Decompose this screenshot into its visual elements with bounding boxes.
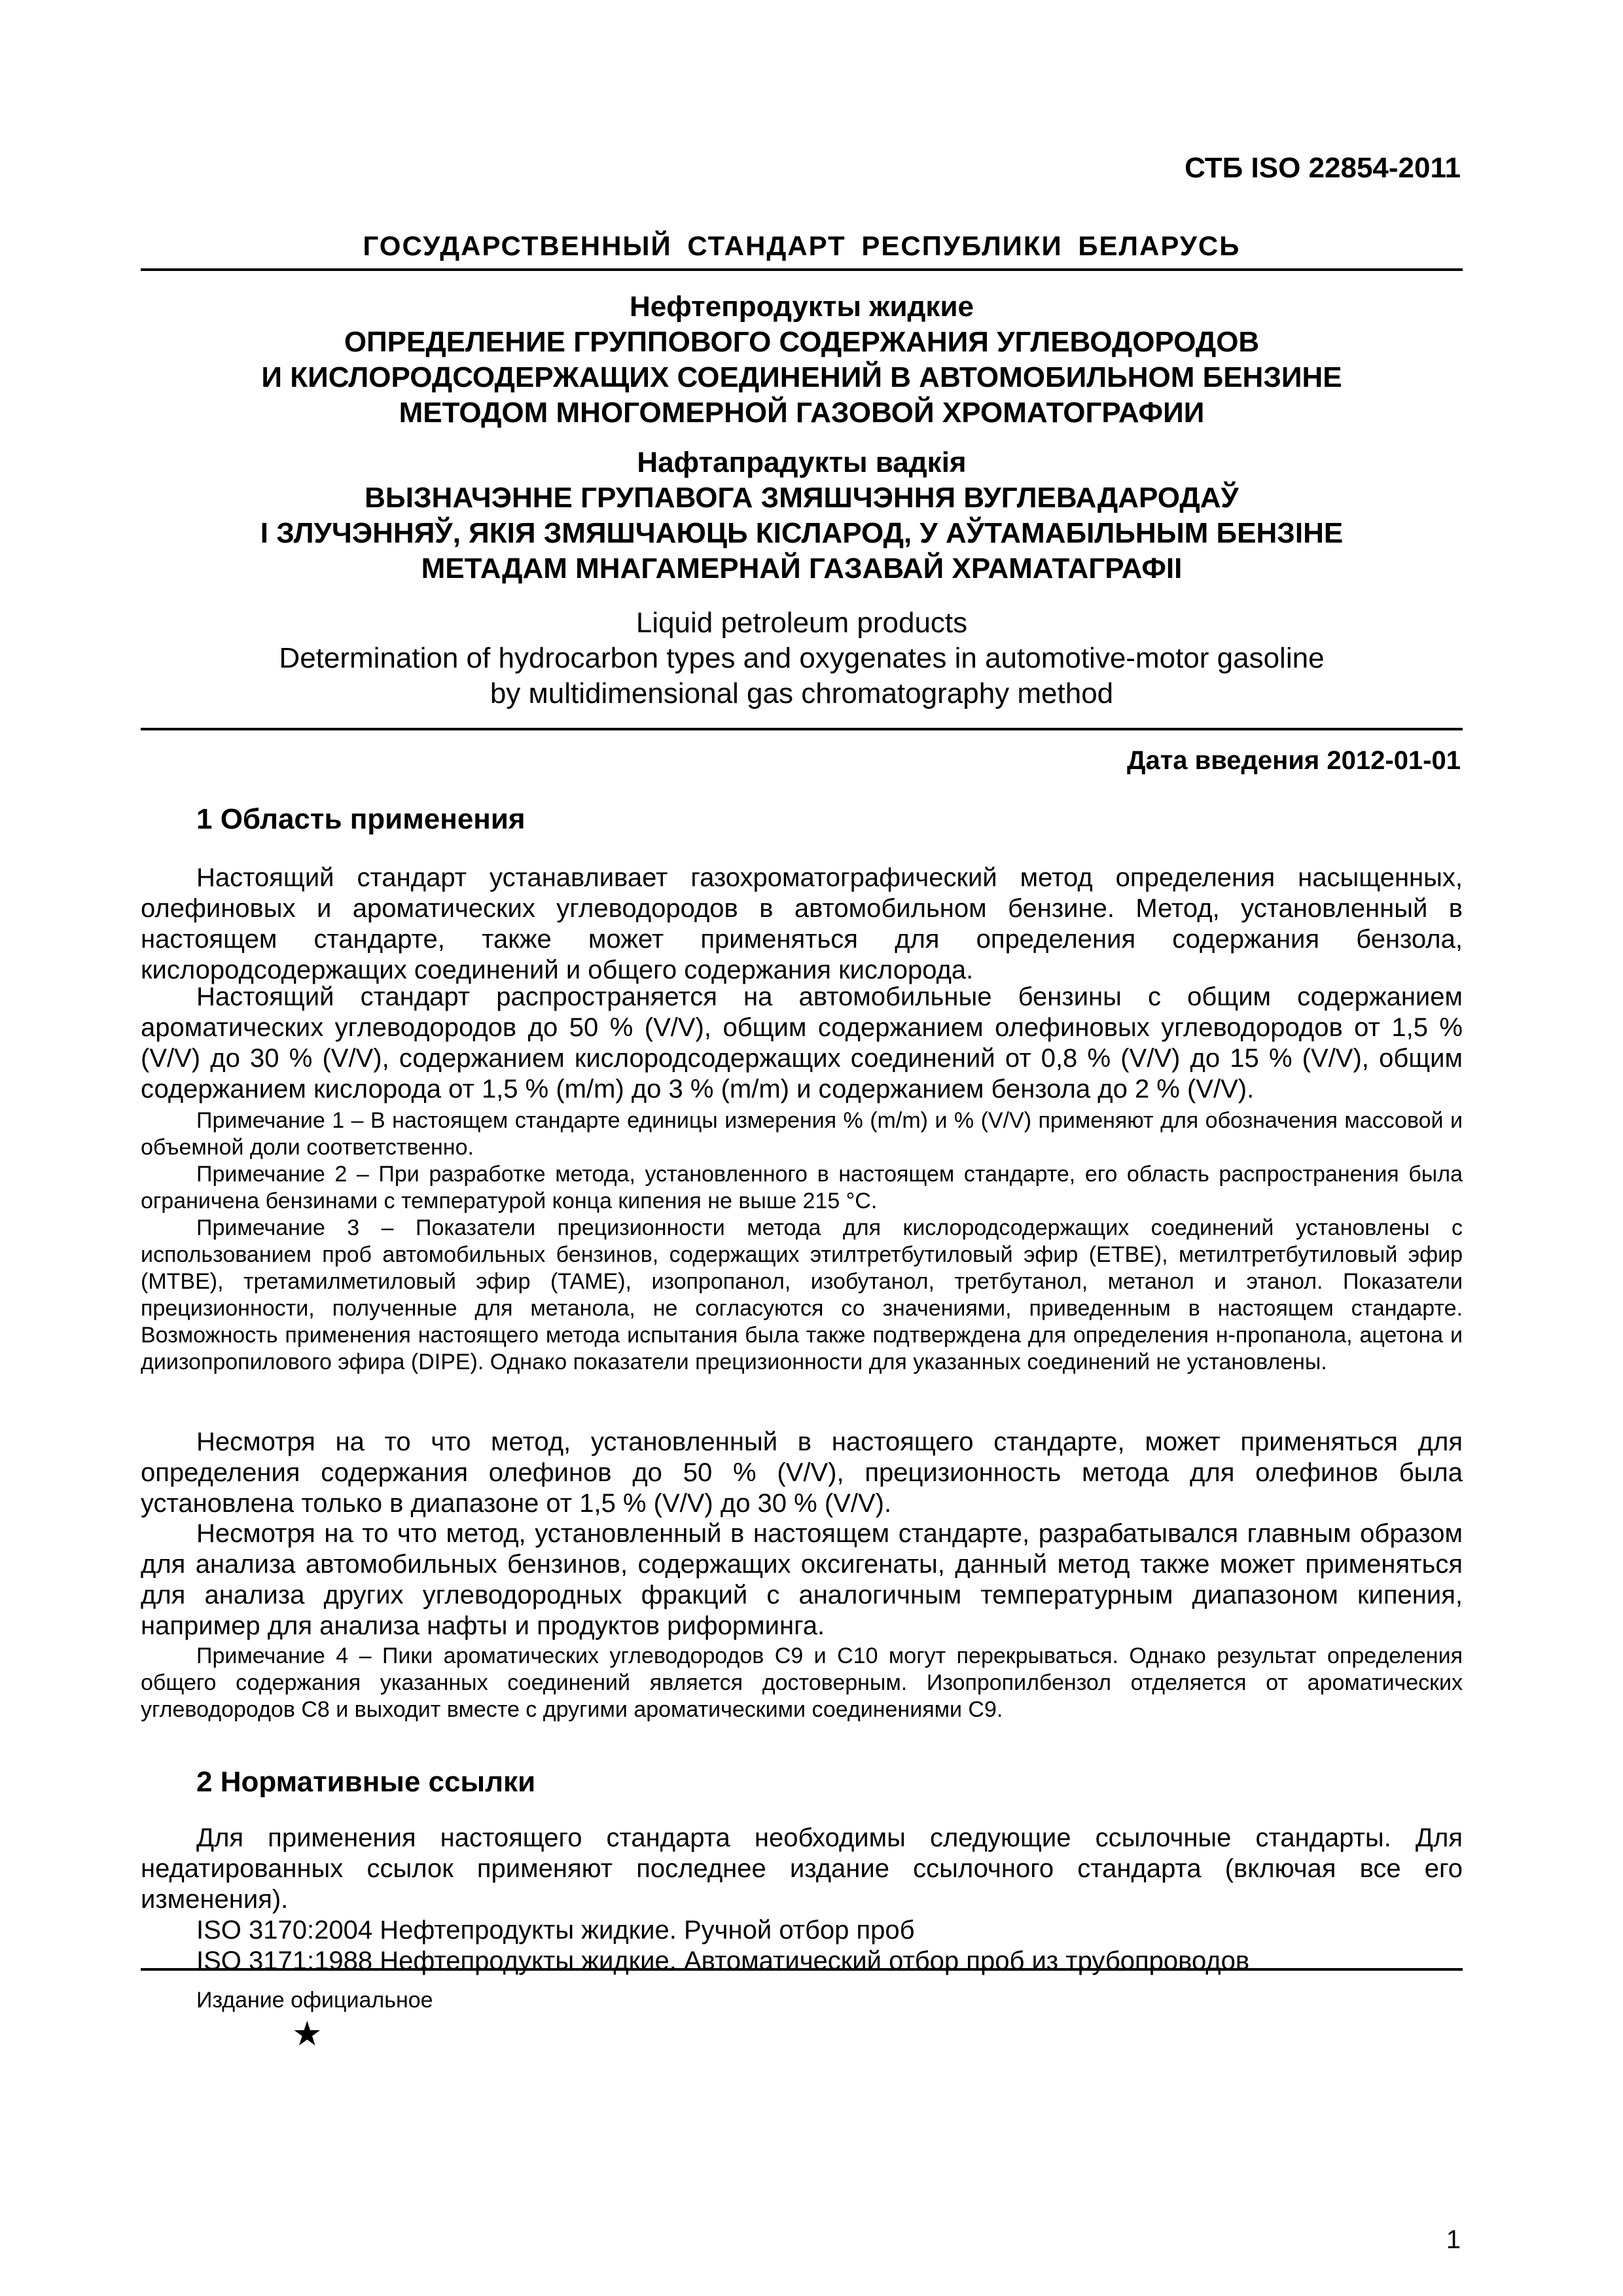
state-standard-title: ГОСУДАРСТВЕННЫЙ СТАНДАРТ РЕСПУБЛИКИ БЕЛАРУСЬ (363, 230, 1241, 261)
section-1-paragraph-4-block (141, 1518, 1463, 1641)
star-icon: ★ (292, 2015, 323, 2053)
section-1-paragraph-1: Настоящий стандарт устанавливает газохроматографический метод определения насыщенных, олефиновых и ароматических углеводородов в автомобильном бензине. Метод, установленный в настоящем стандарте, также может применяться для определения содержания бензола, кислородсодержащих соединений и общего содержания кислорода. (141, 863, 1463, 984)
title-russian (141, 289, 1463, 431)
title-belarusian-main: ВЫЗНАЧЭННЕ ГРУПАВОГА ЗМЯШЧЭННЯ ВУГЛЕВАДАРОДАЎ І ЗЛУЧЭННЯЎ, ЯКІЯ ЗМЯШЧАЮЦЬ КІСЛАРОД, У АЎТАМАБІЛЬНЫМ БЕНЗІНЕ МЕТАДАМ МНАГАМЕРНАЙ ГАЗАВАЙ ХРАМАТАГРАФІІ (260, 482, 1344, 584)
section-2-paragraph-1: Для применения настоящего стандарта необходимы следующие ссылочные стандарты. Для недатированных ссылок применяют последнее издание ссылочного стандарта (включая все его изменения). (141, 1823, 1463, 1914)
note-3: Примечание 3 – Показатели прецизионности метода для кислородсодержащих соединений установлены с использованием проб автомобильных бензинов, содержащих этилтретбутиловый эфир (ETBE), метилтретбутиловый эфир (MTBE), третамилметиловый эфир (TAME), изопропанол, изобутанол, третбутанол, метанол и этанол. Показатели прецизионности, полученные для метанола, не согласуются со значениями, приведенным в настоящем стандарте. Возможность применения настоящего метода испытания была также подтверждена для определения н-пропанола, ацетона и диизопропилового эфира (DIPE). Однако показатели прецизионности для указанных соединений не установлены. (141, 1215, 1463, 1374)
section-1-paragraph-2: Настоящий стандарт распространяется на автомобильные бензины с общим содержанием ароматических углеводородов до 50 % (V/V), общим содержанием олефиновых углеводородов от 1,5 % (V/V) до 30 % (V/V), содержанием кислородсодержащих соединений от 0,8 % (V/V) до 15 % (V/V), общим содержанием кислорода от 1,5 % (m/m) до 3 % (m/m) и содержанием бензола до 2 % (V/V). (141, 982, 1463, 1103)
title-russian-main: ОПРЕДЕЛЕНИЕ ГРУППОВОГО СОДЕРЖАНИЯ УГЛЕВОДОРОДОВ И КИСЛОРОДСОДЕРЖАЩИХ СОЕДИНЕНИЙ В АВТОМОБИЛЬНОМ БЕНЗИНЕ МЕТОДОМ МНОГОМЕРНОЙ ГАЗОВОЙ ХРОМАТОГРАФИИ (261, 326, 1342, 429)
document-code: СТБ ISO 22854-2011 (1185, 152, 1461, 184)
section-1-note-4-block (141, 1643, 1463, 1723)
note-1: Примечание 1 – В настоящем стандарте единицы измерения % (m/m) и % (V/V) применяют для обозначения массовой и объемной доли соответственно. (141, 1108, 1463, 1160)
section-1-paragraph-3: Несмотря на то что метод, установленный в настоящего стандарте, может применяться для определения содержания олефинов до 50 % (V/V), прецизионность метода для олефинов была установлена только в диапазоне от 1,5 % (V/V) до 30 % (V/V). (141, 1427, 1463, 1518)
note-2: Примечание 2 – При разработке метода, установленного в настоящем стандарте, его область распространения была ограничена бензинами с температурой конца кипения не выше 215 °С. (141, 1162, 1463, 1213)
section-1-paragraph-1-block (141, 863, 1463, 986)
title-english: Liquid petroleum products Determination of hydrocarbon types and oxygenates in automotive-motor gasoline by мultidimensional gas chromatography method (279, 607, 1325, 709)
page-number: 1 (1446, 2225, 1461, 2254)
title-divider (141, 728, 1463, 730)
normative-reference: ISO 3171:1988 Нефтепродукты жидкие. Автоматический отбор проб из трубопроводов (196, 1946, 1250, 1975)
footer-divider (141, 1968, 1463, 1971)
title-belarusian (141, 445, 1463, 586)
title-belarusian-lead: Нафтапрадукты вадкія (637, 446, 967, 478)
section-1-paragraph-2-block (141, 982, 1463, 1105)
section-2-heading: 2 Нормативные ссылки (196, 1766, 536, 1798)
normative-reference: ISO 3170:2004 Нефтепродукты жидкие. Ручной отбор проб (196, 1916, 915, 1945)
section-1-paragraph-4: Несмотря на то что метод, установленный в настоящем стандарте, разрабатывался главным образом для анализа автомобильных бензинов, содержащих оксигенаты, данный метод также может применяться для анализа других углеводородных фракций с аналогичным температурным диапазоном кипения, например для анализа нафты и продуктов риформинга. (141, 1519, 1463, 1640)
title-russian-lead: Нефтепродукты жидкие (630, 291, 974, 323)
note-4: Примечание 4 – Пики ароматических углеводородов С9 и С10 могут перекрываться. Однако результат определения общего содержания указанных соединений является достоверным. Изопропилбензол отделяется от ароматических углеводородов С8 и выходит вместе с другими ароматическими соединениями С9. (141, 1643, 1463, 1722)
section-2-body (141, 1823, 1463, 1977)
top-divider (141, 268, 1463, 271)
edition-label: Издание официальное (196, 1988, 433, 2013)
introduction-date: Дата введения 2012-01-01 (1126, 746, 1461, 775)
section-1-notes (141, 1107, 1463, 1376)
section-1-heading: 1 Область применения (196, 803, 526, 835)
section-1-paragraph-3-block (141, 1427, 1463, 1519)
